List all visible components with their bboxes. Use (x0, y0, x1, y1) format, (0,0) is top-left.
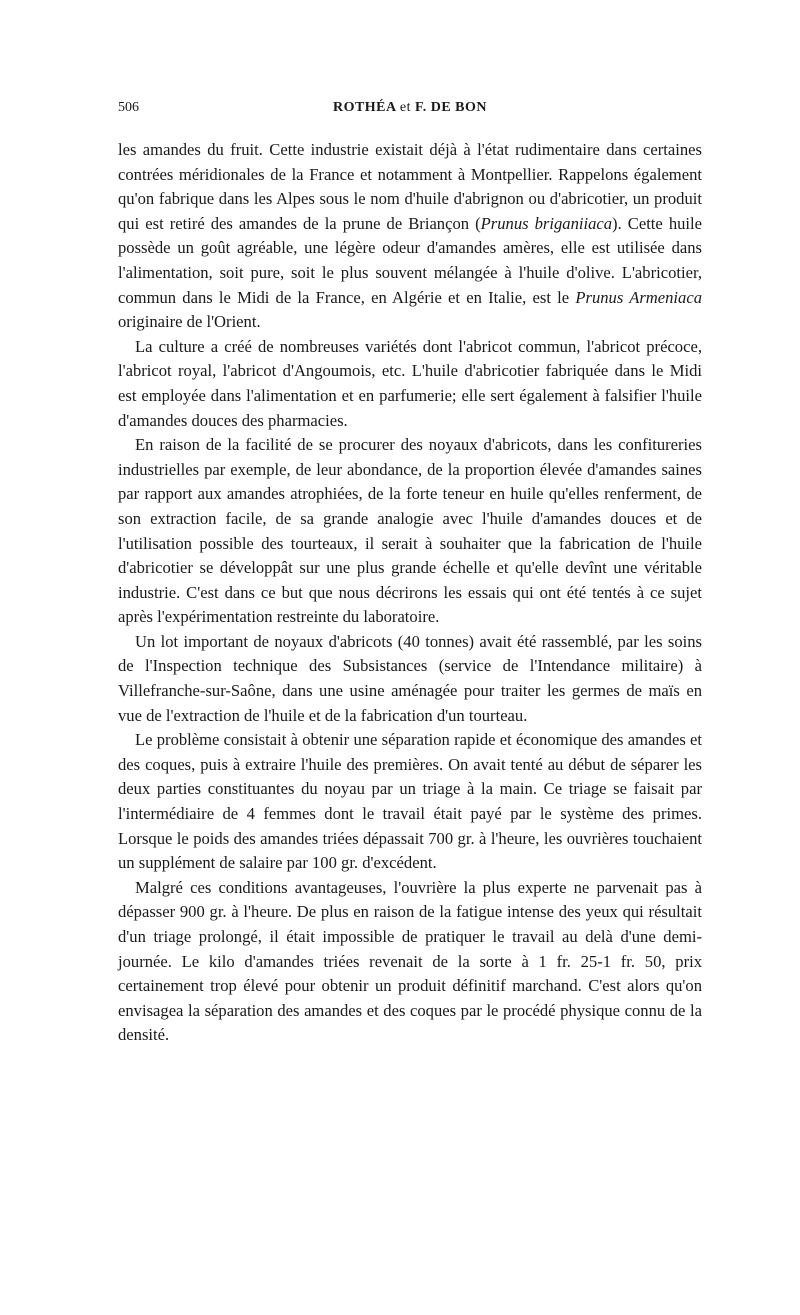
article-body (118, 138, 702, 1048)
paragraph-1-text-b: ). Cette huile possède un goût agréable, une légère odeur d'amandes amères, elle est utilisée dans l'alimentation, soit pure, soit le plus souvent mélangée à l'huile d'olive. L'abricotier, commun dans le Midi de la France, en Algérie et en Italie, est le (118, 213, 702, 307)
paragraph-3: En raison de la facilité de se procurer des noyaux d'abricots, dans les confitureries industrielles par exemple, de leur abondance, de la proportion élevée d'amandes saines par rapport aux amandes atrophiées, de la forte teneur en huile qu'elles renferment, de son extraction facile, de sa grande analogie avec l'huile d'amandes douces et de l'utilisation possible des tourteaux, il serait à souhaiter que la fabrication de l'huile d'abricotier se développât sur une plus grande échelle et qu'elle devînt une véritable industrie. C'est dans ce but que nous décrirons les essais qui ont été tentés à ce sujet après l'expérimentation restreinte du laboratoire. (118, 435, 702, 627)
author-rothea: ROTHÉA (332, 100, 396, 115)
author-de-bon: F. DE BON (414, 100, 488, 115)
page-number: 506 (118, 100, 139, 115)
journal-page (118, 100, 702, 1048)
paragraph-6: Malgré ces conditions avantageuses, l'ouvrière la plus experte ne parvenait pas à dépasser 900 gr. à l'heure. De plus en raison de la fatigue intense des yeux qui résultait d'un triage prolongé, il était impossible de pratiquer le travail au delà d'une demi-journée. Le kilo d'amandes triées revenait de la sorte à 1 fr. 25-1 fr. 50, prix certainement trop élevé pour obtenir un produit définitif marchand. C'est alors qu'on envisagea la séparation des amandes et des coques par le procédé physique connu de la densité. (118, 877, 702, 1045)
species-name-prunus-armeniaca: Prunus Armeniaca (575, 287, 703, 307)
paragraph-4: Un lot important de noyaux d'abricots (40 tonnes) avait été rassemblé, par les soins de l'Inspection technique des Subsistances (service de l'Intendance militaire) à Villefranche-sur-Saône, dans une usine aménagée pour traiter les germes de maïs en vue de l'extraction de l'huile et de la fabrication d'un tourteau. (118, 631, 702, 725)
paragraph-1-text-c: originaire de l'Orient. (118, 312, 261, 332)
paragraph-1 (118, 138, 702, 335)
paragraph-5: Le problème consistait à obtenir une séparation rapide et économique des amandes et des coques, puis à extraire l'huile des premières. On avait tenté au début de séparer les deux parties constituantes du noyau par un triage à la main. Ce triage se faisait par l'intermédiaire de 4 femmes dont le travail était payé par le système des primes. Lorsque le poids des amandes triées dépassait 700 gr. à l'heure, les ouvrières touchaient un supplément de salaire par 100 gr. d'excédent. (118, 730, 702, 873)
running-head (118, 100, 702, 122)
author-conjunction: et (399, 100, 411, 115)
paragraph-2: La culture a créé de nombreuses variétés dont l'abricot commun, l'abricot précoce, l'abricot royal, l'abricot d'Angoumois, etc. L'huile d'abricotier fabriquée dans le Midi est employée dans l'alimentation et en parfumerie; elle sert également à falsifier l'huile d'amandes douces des pharmacies. (118, 336, 702, 430)
running-title-authors (118, 100, 702, 116)
paragraph-1-text-a: les amandes du fruit. Cette industrie existait déjà à l'état rudimentaire dans certaines contrées méridionales de la France et notamment à Montpellier. Rappelons également qu'on fabrique dans les Alpes sous le nom d'huile d'abrignon ou d'abricotier, un produit qui est retiré des amandes de la prune de Briançon ( (118, 140, 702, 233)
species-name-prunus-briganiiaca: Prunus briganiiaca (480, 213, 613, 233)
